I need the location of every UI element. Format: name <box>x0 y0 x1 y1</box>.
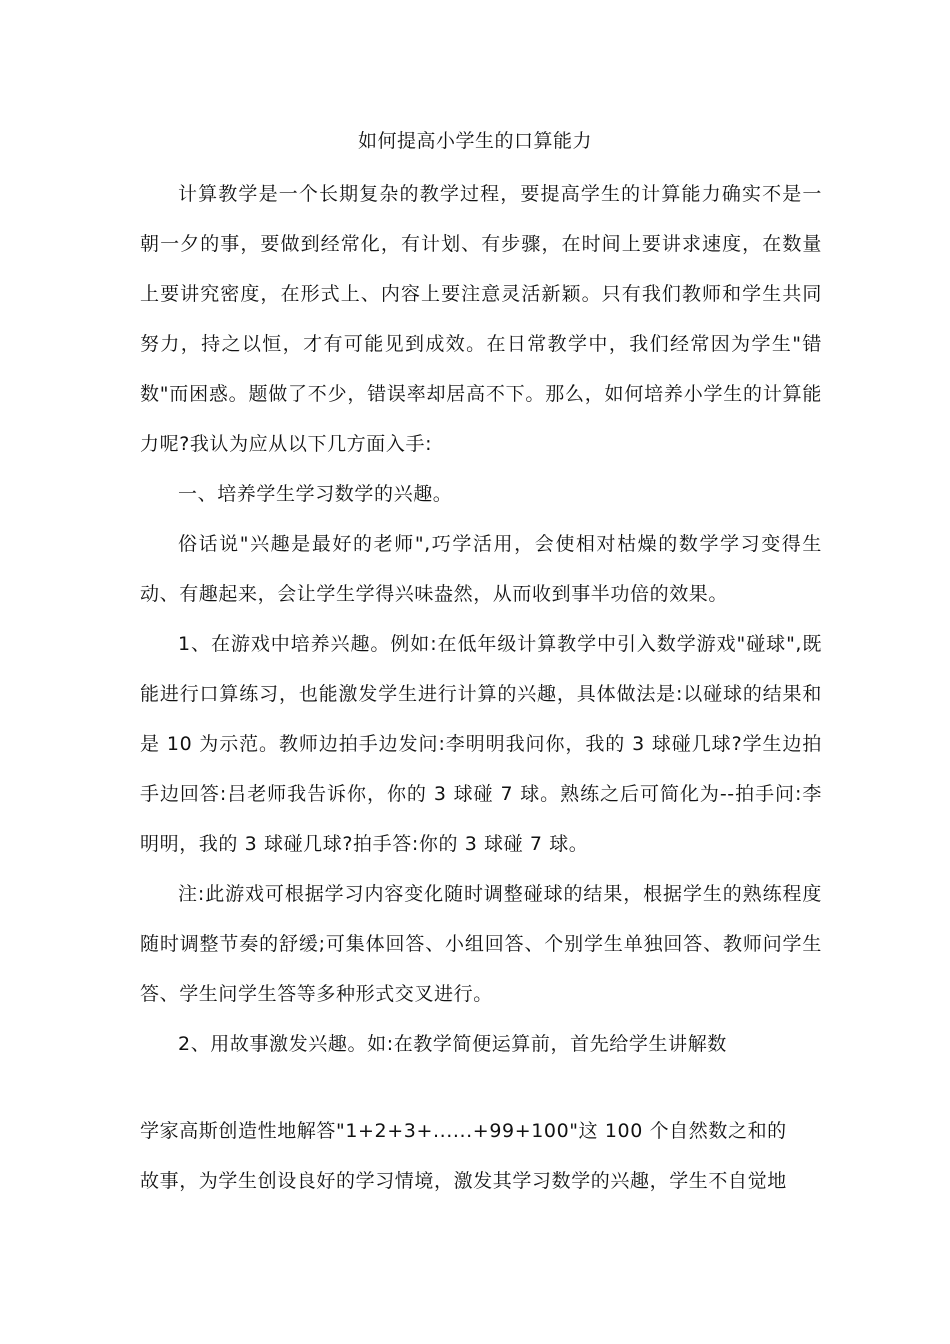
document-body <box>140 169 822 1069</box>
paragraph-story: 2、用故事激发兴趣。如:在教学简便运算前，首先给学生讲解数 <box>178 1033 727 1055</box>
paragraph-intro: 计算教学是一个长期复杂的教学过程，要提高学生的计算能力确实不是一朝一夕的事，要做到经常化，有计划、有步骤，在时间上要讲求速度，在数量上要讲究密度，在形式上、内容上要注意灵活新颖。只有我们教师和学生共同努力，持之以恒，才有可能见到成效。在日常教学中，我们经常因为学生"错数"而困惑。题做了不少，错误率却居高不下。那么，如何培养小学生的计算能力呢?我认为应从以下几方面入手: <box>140 183 822 455</box>
continuation-line: 故事，为学生创设良好的学习情境，激发其学习数学的兴趣，学生不自觉地 <box>140 1170 787 1192</box>
document-continuation <box>140 1106 822 1206</box>
paragraph-interest: 俗话说"兴趣是最好的老师",巧学活用，会使相对枯燥的数学学习变得生动、有趣起来，会让学生学得兴味盎然，从而收到事半功倍的效果。 <box>140 533 822 605</box>
continuation-line: 学家高斯创造性地解答"1+2+3+......+99+100"这 100 个自然数之和的 <box>140 1120 787 1142</box>
paragraph-heading-1: 一、培养学生学习数学的兴趣。 <box>178 483 453 505</box>
paragraph-note: 注:此游戏可根据学习内容变化随时调整碰球的结果，根据学生的熟练程度随时调整节奏的舒缓;可集体回答、小组回答、个别学生单独回答、教师问学生答、学生问学生答等多种形式交叉进行。 <box>140 883 822 1005</box>
paragraph-game: 1、在游戏中培养兴趣。例如:在低年级计算教学中引入数学游戏"碰球",既能进行口算练习，也能激发学生进行计算的兴趣，具体做法是:以碰球的结果和是 10 为示范。教师边拍手边发问:李明明我问你，我的 3 球碰几球?学生边拍手边回答:吕老师我告诉你，你的 3 球碰 7 球。熟练之后可简化为--拍手问:李明明，我的 3 球碰几球?拍手答:你的 3 球碰 7 球。 <box>140 633 822 855</box>
document-title: 如何提高小学生的口算能力 <box>357 130 592 152</box>
